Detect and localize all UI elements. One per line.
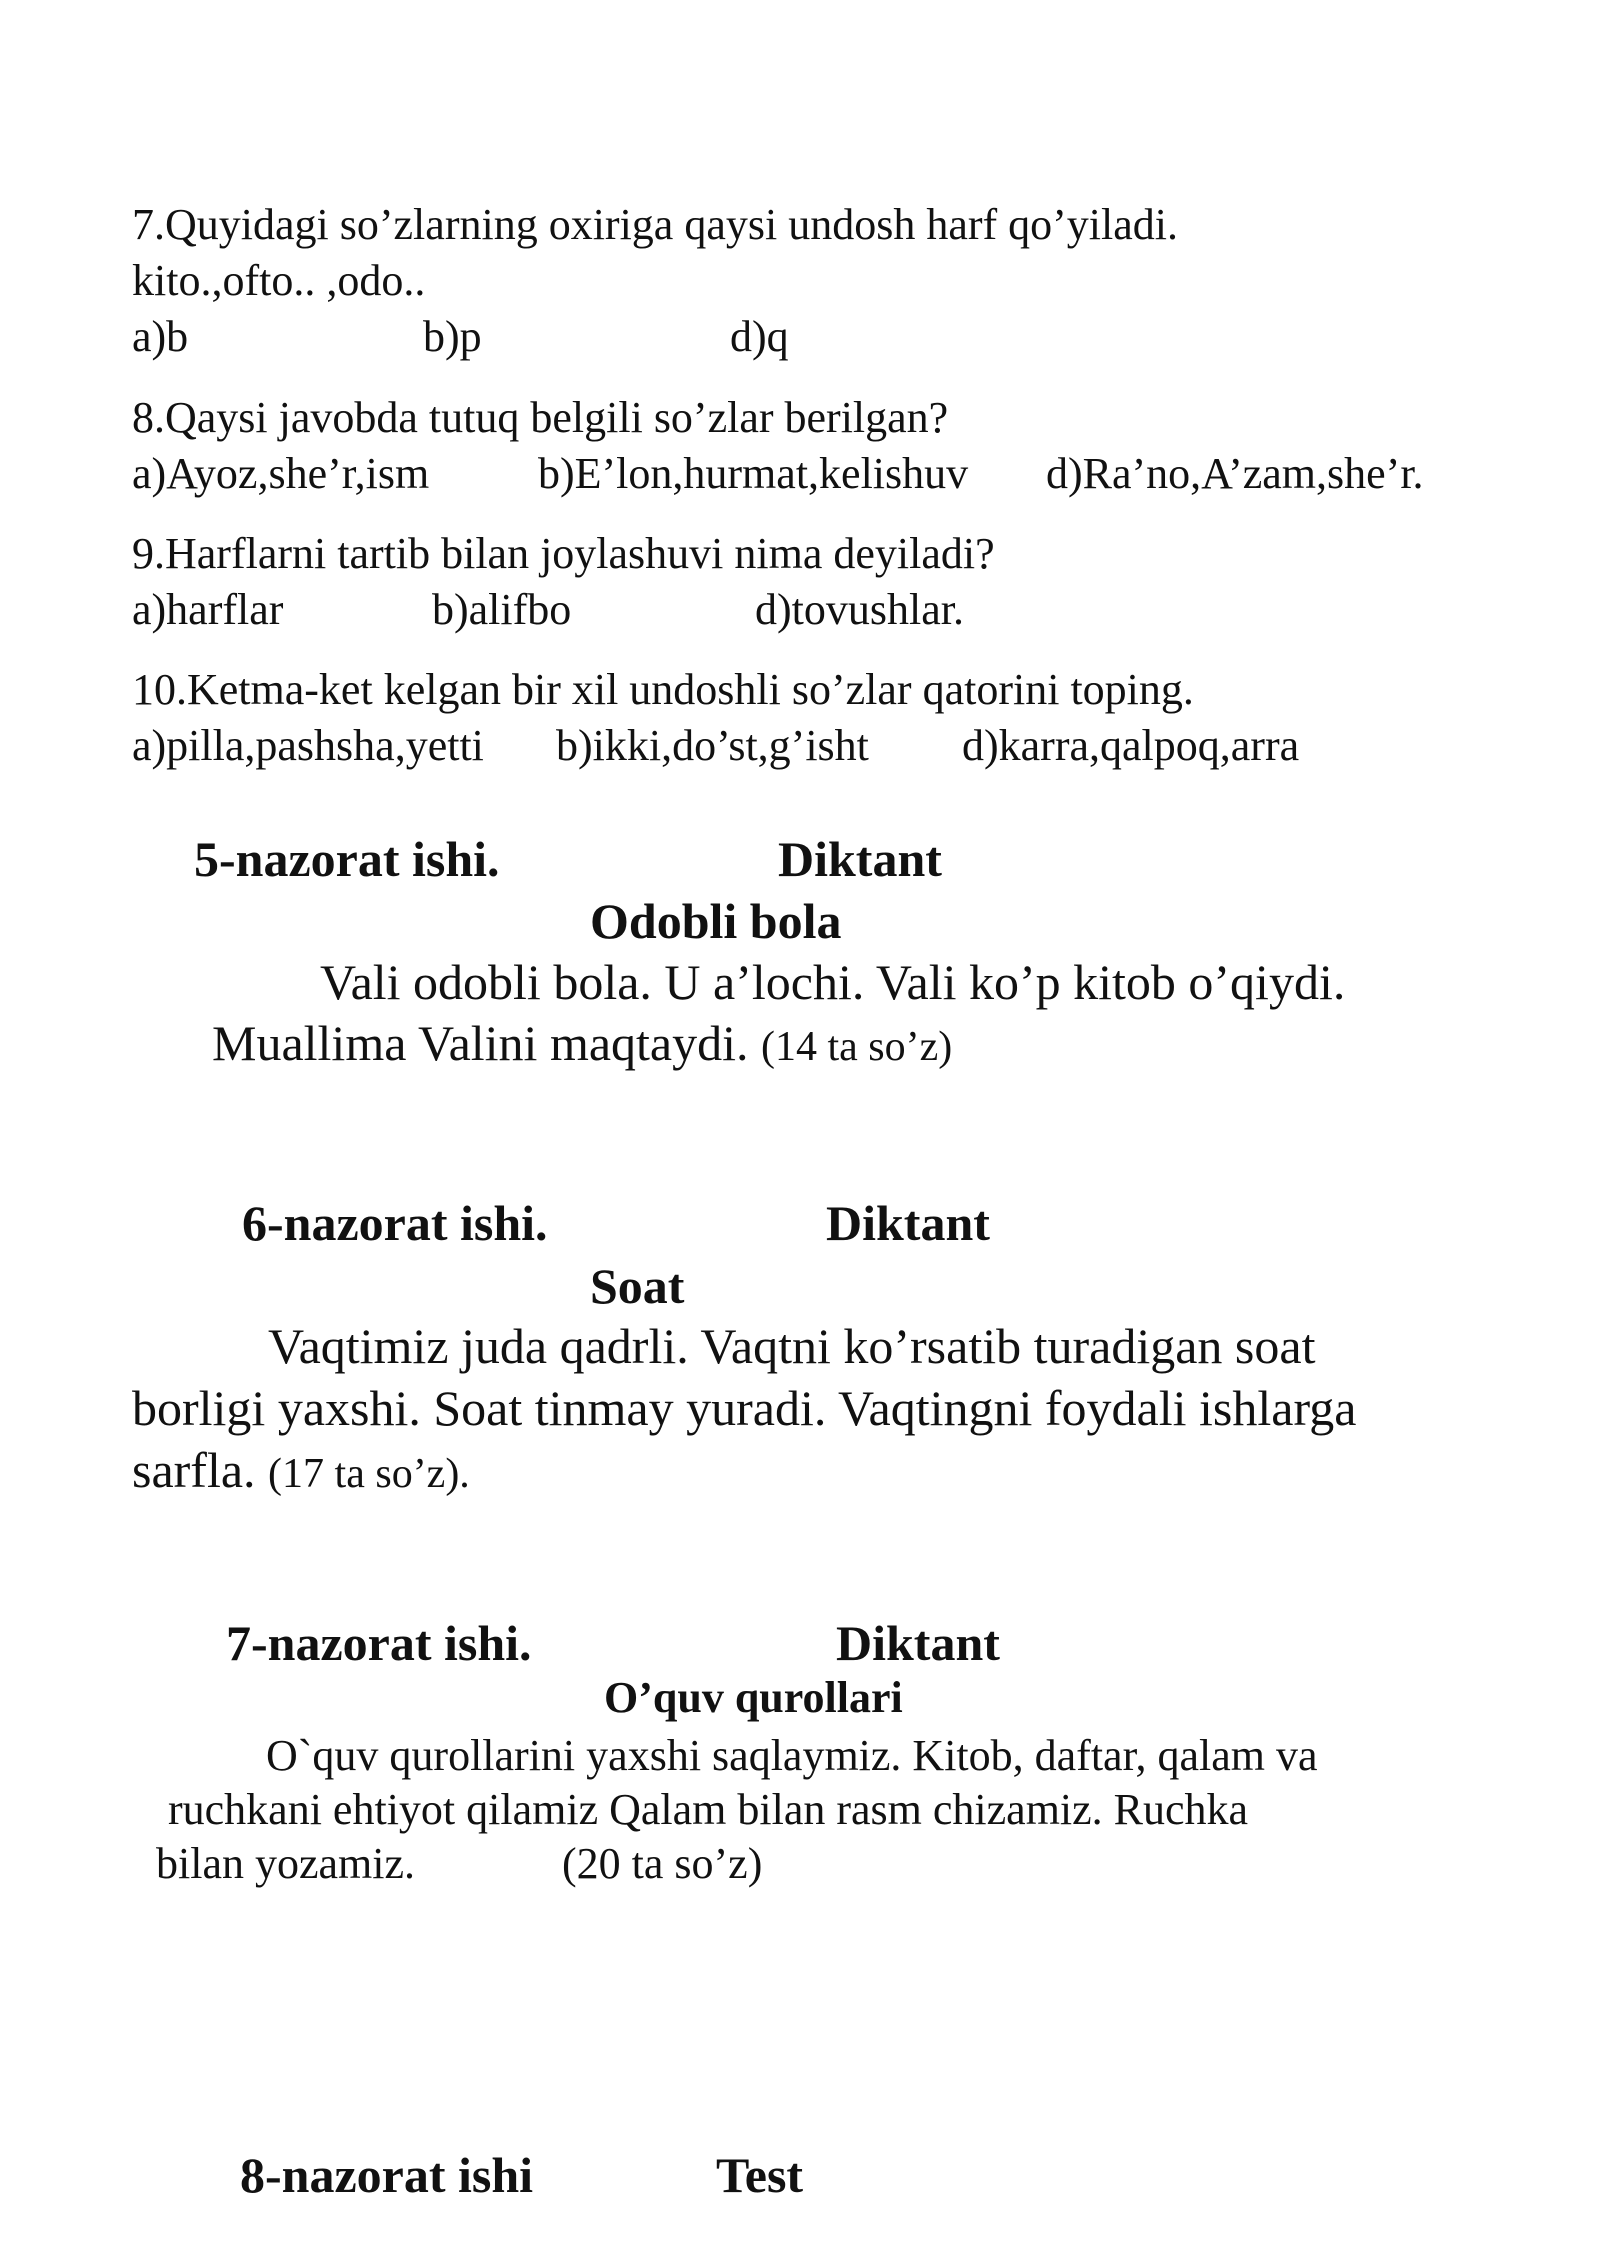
work-5-number: 5-nazorat ishi.: [194, 831, 500, 887]
work-6-line-1: Vaqtimiz juda qadrli. Vaqtni ko’rsatib turadigan soat: [268, 1318, 1316, 1374]
option-a: a)b: [132, 312, 189, 361]
work-7-number: 7-nazorat ishi.: [226, 1615, 532, 1671]
work-6-title: Soat: [590, 1258, 685, 1314]
option-b: b)alifbo: [432, 585, 572, 634]
work-5-type: Diktant: [778, 831, 942, 887]
work-7-word-count: (20 ta so’z): [562, 1839, 763, 1888]
work-5-line-2-text: Muallima Valini maqtaydi.: [212, 1015, 749, 1071]
option-b: b)p: [423, 312, 482, 361]
option-d: d)karra,qalpoq,arra: [962, 721, 1300, 770]
option-b: b)ikki,do’st,g’isht: [556, 721, 869, 770]
question-7-text: 7.Quyidagi so’zlarning oxiriga qaysi undosh harf qo’yiladi.: [132, 200, 1179, 249]
work-8-number: 8-nazorat ishi: [240, 2147, 534, 2203]
work-7-type: Diktant: [836, 1615, 1000, 1671]
option-d: d)tovushlar.: [755, 585, 964, 634]
option-d: d)Ra’no,A’zam,she’r.: [1046, 449, 1424, 498]
work-5-line-2: [212, 1015, 953, 1071]
work-6-line-2: borligi yaxshi. Soat tinmay yuradi. Vaqtingni foydali ishlarga: [132, 1380, 1357, 1436]
work-6-number: 6-nazorat ishi.: [242, 1195, 548, 1251]
work-6-type: Diktant: [826, 1195, 990, 1251]
question-10-text: 10.Ketma-ket kelgan bir xil undoshli so’zlar qatorini toping.: [132, 665, 1194, 714]
work-5-line-1: Vali odobli bola. U a’lochi. Vali ko’p kitob o’qiydi.: [320, 954, 1346, 1010]
work-8-type: Test: [716, 2147, 804, 2203]
option-d: d)q: [730, 312, 789, 361]
option-a: a)harflar: [132, 585, 284, 634]
option-a: a)Ayoz,she’r,ism: [132, 449, 430, 498]
work-6-line-3: [132, 1442, 470, 1498]
option-b: b)E’lon,hurmat,kelishuv: [538, 449, 969, 498]
work-7-line-3-text: bilan yozamiz.: [156, 1839, 416, 1888]
question-9-text: 9.Harflarni tartib bilan joylashuvi nima deyiladi?: [132, 529, 995, 578]
question-7-words: kito.,ofto.. ,odo..: [132, 256, 426, 305]
question-8-text: 8.Qaysi javobda tutuq belgili so’zlar berilgan?: [132, 393, 949, 442]
work-7-line-2: ruchkani ehtiyot qilamiz Qalam bilan rasm chizamiz. Ruchka: [168, 1785, 1249, 1834]
work-7-line-1: O`quv qurollarini yaxshi saqlaymiz. Kitob, daftar, qalam va: [266, 1731, 1318, 1780]
work-5-word-count: (14 ta so’z): [761, 1024, 953, 1070]
work-7-title: O’quv qurollari: [604, 1673, 903, 1722]
work-5-title: Odobli bola: [590, 893, 842, 949]
work-6-line-3-text: sarfla.: [132, 1442, 256, 1498]
option-a: a)pilla,pashsha,yetti: [132, 721, 484, 770]
work-6-word-count: (17 ta so’z).: [268, 1451, 470, 1497]
